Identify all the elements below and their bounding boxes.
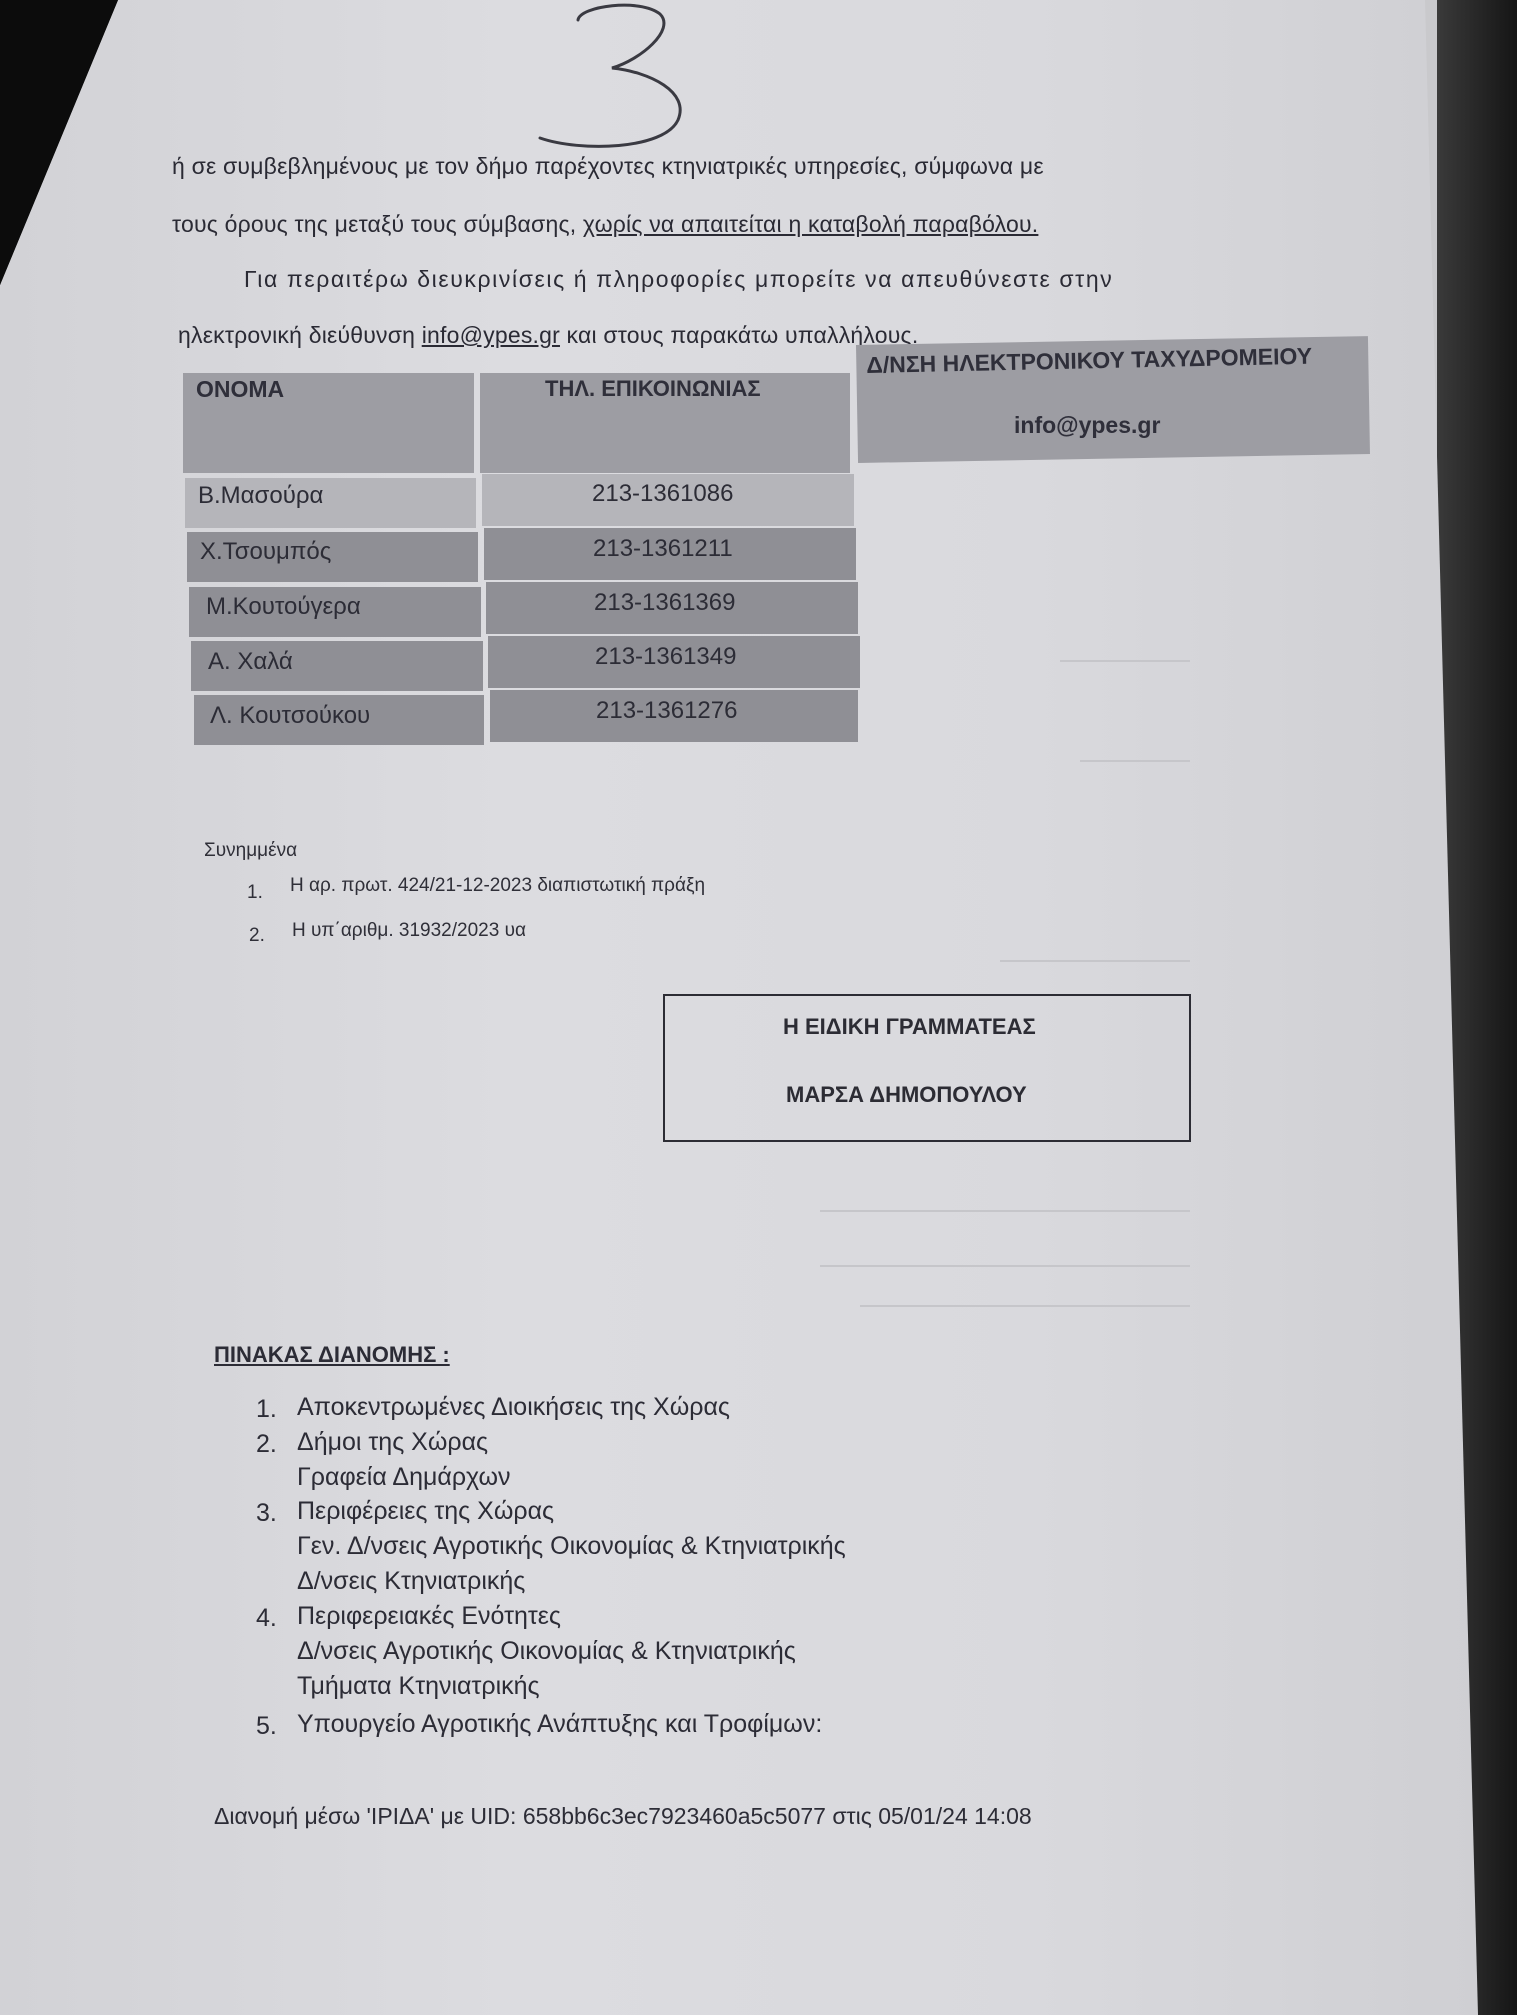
distribution-subitem: Γεν. Δ/νσεις Αγροτικής Οικονομίας & Κτηνιατρικής [297,1532,846,1560]
row-phone: 213-1361086 [592,480,734,507]
distribution-title: ΠΙΝΑΚΑΣ ΔΙΑΝΟΜΗΣ : [214,1342,450,1367]
distribution-number: 3. [256,1499,277,1527]
row-name: Λ. Κουτσούκου [210,702,371,729]
handwritten-page-number [520,0,700,160]
paragraph-line-4 [178,322,918,349]
distribution-number: 2. [256,1430,277,1458]
attachment-number: 2. [249,925,265,946]
distribution-footer: Διανομή μέσω 'ΙΡΙΔΑ' με UID: 658bb6c3ec7923460a5c5077 στις 05/01/24 14:08 [214,1803,1032,1829]
distribution-number: 4. [256,1604,277,1632]
distribution-subitem: Δ/νσεις Κτηνιατρικής [297,1567,526,1595]
paragraph-line-1: ή σε συμβεβλημένους με τον δήμο παρέχοντες κτηνιατρικές υπηρεσίες, σύμφωνα με [172,153,1044,179]
distribution-number: 5. [256,1712,277,1740]
signature-name: ΜΑΡΣΑ ΔΗΜΟΠΟΥΛΟΥ [786,1082,1027,1107]
row-name: Χ.Τσουμπός [200,538,332,565]
attachment-item: Η αρ. πρωτ. 424/21-12-2023 διαπιστωτική πράξη [290,875,706,896]
distribution-item: Περιφέρειες της Χώρας [297,1497,555,1525]
row-phone: 213-1361349 [595,643,737,670]
bleed-through-mark [820,1265,1190,1267]
attachment-number: 1. [247,882,263,903]
distribution-item: Υπουργείο Αγροτικής Ανάπτυξης και Τροφίμων: [297,1710,823,1738]
header-email-label: Δ/ΝΣΗ ΗΛΕΚΤΡΟΝΙΚΟΥ ΤΑΧΥΔΡΟΜΕΙΟΥ [866,342,1313,378]
distribution-item: Δήμοι της Χώρας [297,1428,489,1456]
table-email-value: info@ypes.gr [1014,412,1161,438]
row-phone: 213-1361276 [596,697,738,724]
bleed-through-mark [1060,660,1190,662]
distribution-item: Περιφερειακές Ενότητες [297,1602,561,1630]
header-phone-label: ΤΗΛ. ΕΠΙΚΟΙΝΩΝΙΑΣ [545,376,761,401]
paragraph-line-3: Για περαιτέρω διευκρινίσεις ή πληροφορίες μπορείτε να απευθύνεστε στην [244,266,1114,292]
paragraph-line-4-text: ηλεκτρονική διεύθυνση [178,322,422,348]
distribution-number: 1. [256,1395,277,1423]
row-name: Α. Χαλά [208,648,293,675]
header-name-label: ΟΝΟΜΑ [196,376,285,402]
bleed-through-mark [860,1305,1190,1307]
attachment-item: Η υπ΄αριθμ. 31932/2023 υα [292,920,526,941]
row-name: Μ.Κουτούγερα [206,593,361,620]
distribution-subitem: Γραφεία Δημάρχων [297,1463,511,1491]
email-link[interactable]: info@ypes.gr [421,322,560,348]
paragraph-line-2 [172,211,1038,238]
row-phone: 213-1361369 [594,589,736,616]
distribution-subitem: Τμήματα Κτηνιατρικής [297,1672,540,1700]
paragraph-line-4-end: και στους παρακάτω υπαλλήλους. [559,322,919,348]
paragraph-underlined-text: χωρίς να απαιτείται η καταβολή παραβόλου. [582,211,1039,237]
row-name: Β.Μασούρα [198,482,324,509]
bleed-through-mark [1000,960,1190,962]
paragraph-line-2-text: τους όρους της μεταξύ τους σύμβασης, [172,211,583,237]
distribution-subitem: Δ/νσεις Αγροτικής Οικονομίας & Κτηνιατρικής [297,1637,796,1665]
bleed-through-mark [1080,760,1190,762]
distribution-item: Αποκεντρωμένες Διοικήσεις της Χώρας [297,1393,730,1421]
row-phone: 213-1361211 [593,535,733,562]
bleed-through-mark [820,1210,1190,1212]
attachments-title: Συνημμένα [204,840,298,861]
signature-role: Η ΕΙΔΙΚΗ ΓΡΑΜΜΑΤΕΑΣ [783,1014,1036,1039]
